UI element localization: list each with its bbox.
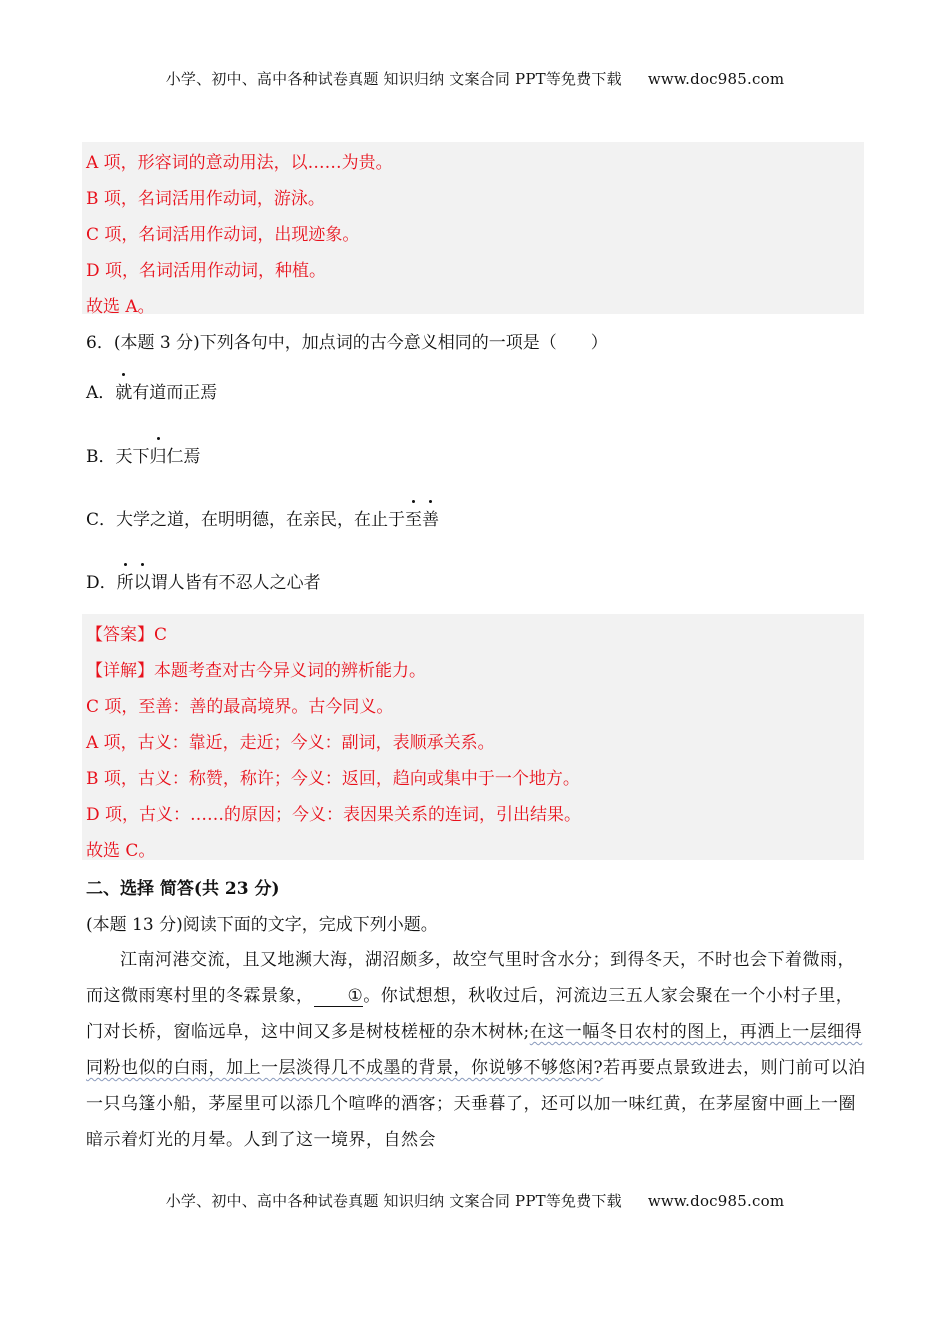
dotted-char: 所 [117,568,134,593]
header-site: www.doc985.com [647,70,785,88]
footer-text: 小学、初中、高中各种试卷真题 知识归纳 文案合同 PPT等免费下载 [165,1192,622,1210]
explanation-line: D 项，古义：……的原因；今义：表因果关系的连词，引出结果。 [86,805,582,825]
answer-line: 故选 A。 [86,297,155,317]
wavy-underlined-sentence: 在这一幅冬日农村的图上，再洒上一层细得同粉也似的白雨，加上一层淡得几不成墨的背景，你说够不够悠闲? [86,1022,863,1078]
blank-1: ① [314,986,364,1007]
section-intro: (本题 13 分)阅读下面的文字，完成下列小题。 [86,915,438,935]
explanation-line: C 项，至善：善的最高境界。古今同义。 [86,697,394,717]
explanation-line: 故选 C。 [86,841,156,861]
page-header [0,68,950,89]
reading-passage [86,942,866,1158]
answer-label: 【答案】C [86,625,168,645]
passage-text: 。你试想想，秋收过后，河流边三五人家会聚在一个小村子里，门对长桥，窗临远阜，这中间又多是树枝槎桠的杂木树林; [86,986,854,1042]
section-title: 二、选择 简答(共 23 分) [86,879,280,899]
option-a: A．就有道而正焉 [86,378,217,403]
explanation-line: A 项，古义：靠近，走近；今义：副词，表顺承关系。 [86,733,495,753]
dotted-char: 以 [134,568,151,593]
passage-text: 江南河港交流，且又地濒大海，湖沼颇多，故空气里时含水分；到得冬天，不时也会下着微雨，而这微雨寒村里的冬霖景象， [86,950,855,1006]
answer-block-1 [82,142,864,317]
option-b: B．天下归仁焉 [86,442,201,467]
answer-block-2 [82,614,864,860]
answer-line: B 项，名词活用作动词，游泳。 [86,189,325,209]
answer-line: A 项，形容词的意动用法，以……为贵。 [86,153,393,173]
answer-line: D 项，名词活用作动词，种植。 [86,261,327,281]
explanation-line: B 项，古义：称赞，称许；今义：返回，趋向或集中于一个地方。 [86,769,580,789]
dotted-char: 就 [115,378,132,403]
dotted-char: 至 [405,505,422,530]
footer-site: www.doc985.com [647,1192,785,1210]
option-d: D．所以谓人皆有不忍人之心者 [86,568,321,593]
explanation-line: 【详解】本题考查对古今异义词的辨析能力。 [86,661,426,681]
question-6-stem: 6．(本题 3 分)下列各句中，加点词的古今意义相同的一项是（ ） [86,333,608,353]
dotted-char: 归 [150,442,167,467]
answer-line: C 项，名词活用作动词，出现迹象。 [86,225,360,245]
dotted-char: 善 [422,505,439,530]
header-text: 小学、初中、高中各种试卷真题 知识归纳 文案合同 PPT等免费下载 [165,70,622,88]
option-c: C．大学之道，在明明德，在亲民，在止于至善 [86,505,439,530]
page-footer [0,1190,950,1211]
passage-text: 若再要点景致进去，则门前可以泊一只乌篷小船，茅屋里可以添几个喧哗的酒客；天垂暮了，还可以加一味红黄，在茅屋窗中画上一圈暗示着灯光的月晕。人到了这一境界，自然会 [86,1058,866,1150]
